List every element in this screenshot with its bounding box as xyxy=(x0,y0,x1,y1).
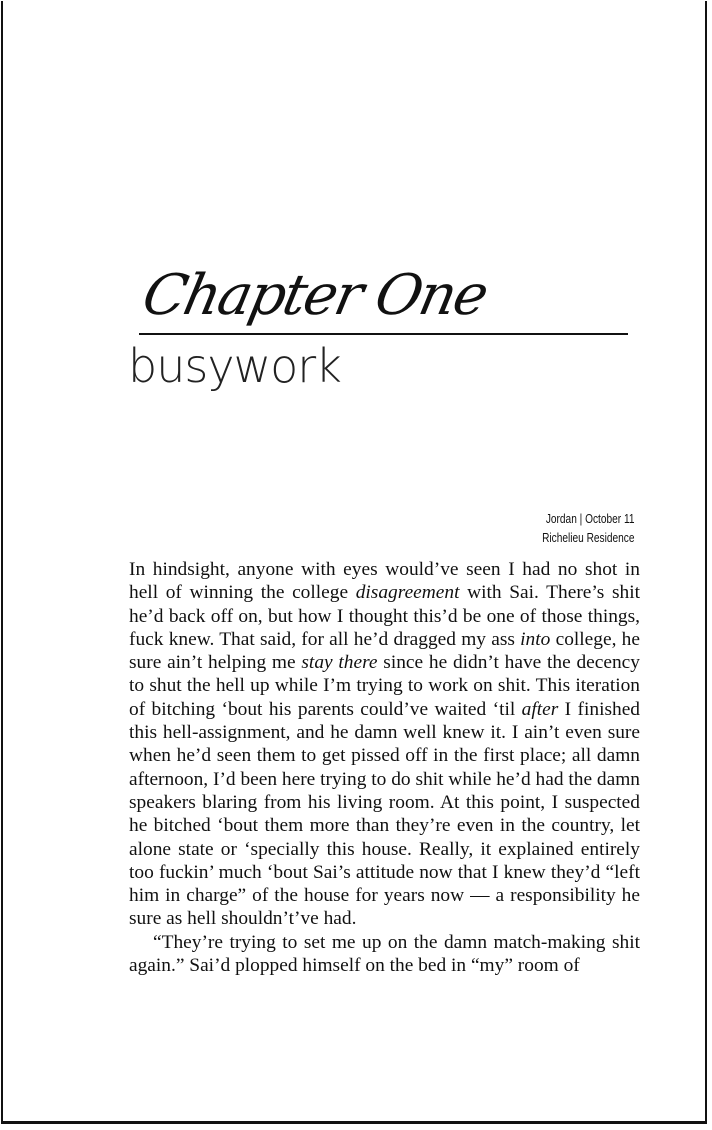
body-paragraph xyxy=(129,558,640,931)
emphasis-text: after xyxy=(521,698,559,720)
scene-pov-date: Jordan | October 11 xyxy=(546,511,635,526)
body-paragraph xyxy=(129,931,640,978)
text-run: In hindsight, anyone with eyes would’ve seen I had no shot in hell of winning the college xyxy=(129,559,640,604)
emphasis-text: stay there xyxy=(301,652,378,674)
text-run: college, he sure ain’t helping me xyxy=(129,628,640,674)
text-run: since he didn’t have the decency to shut the hell up while I’m trying to work on shit. This iteration of bitching ‘bout his parents could’ve waited ‘til xyxy=(129,652,640,720)
emphasis-text: into xyxy=(520,628,551,650)
body-text xyxy=(129,558,640,977)
chapter-label: Chapter One xyxy=(137,263,493,328)
scene-heading xyxy=(543,509,635,547)
chapter-title: busywork xyxy=(128,339,341,393)
chapter-rule xyxy=(139,333,628,335)
emphasis-text: disagreement xyxy=(355,582,460,604)
scene-location: Richelieu Residence xyxy=(542,530,635,545)
book-page xyxy=(1,1,707,1124)
text-run: “They’re trying to set me up on the damn match-making shit again.” Sai’d plopped himself on the bed in “my” room of xyxy=(129,931,640,977)
text-run: I finished this hell-assignment, and he damn well knew it. I ain’t even sure when he’d seen them to get pissed off in the first place; all damn afternoon, I’d been here trying to do shit while he’d had the damn speakers blaring from his living room. At this point, I suspected he bitched ‘bout them more than they’re even in the country, let alone state or ‘specially this house. Really, it explained entirely too fuckin’ much ‘bout Sai’s attitude now that I knew they’d “left him in charge” of the house for years now — a responsibility he sure as hell shouldn’t’ve had. xyxy=(129,698,641,930)
text-run: with Sai. There’s shit he’d back off on, but how I thought this’d be one of those things, fuck knew. That said, for all he’d dragged my ass xyxy=(129,582,640,650)
